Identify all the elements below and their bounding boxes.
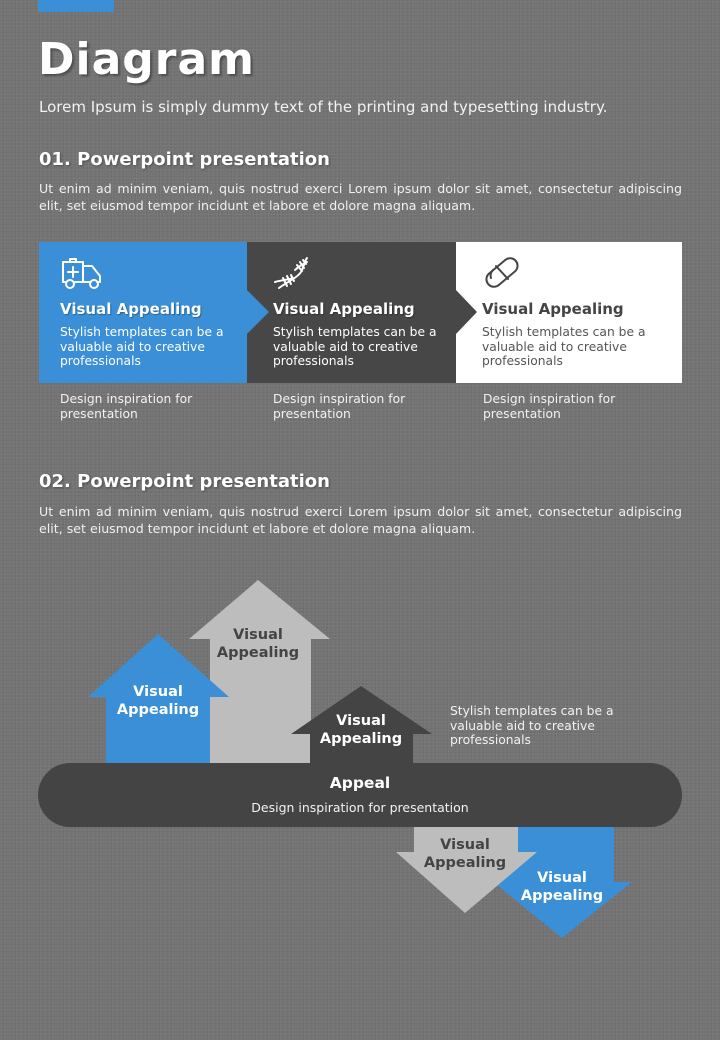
- process-box-3-title: Visual Appealing: [482, 300, 624, 318]
- process-box-1-title: Visual Appealing: [60, 300, 202, 318]
- process-box-1-description: Stylish templates can be a valuable aid to creative professionals: [60, 325, 224, 368]
- appeal-bar: [38, 763, 682, 827]
- up-arrow-3-line1: Visual: [336, 713, 386, 729]
- process-box-2-caption: Design inspiration for presentation: [273, 392, 406, 421]
- down-arrow-2-line2: Appealing: [520, 887, 604, 904]
- process-box-2-description: Stylish templates can be a valuable aid to creative professionals: [273, 325, 437, 368]
- section1-body: Ut enim ad minim veniam, quis nostrud exerci Lorem ipsum dolor sit amet, consectetur adipiscing elit, set eiusmod tempor incidunt et labore et dolore magna aliquam.: [39, 181, 682, 213]
- section2-body: Ut enim ad minim veniam, quis nostrud exerci Lorem ipsum dolor sit amet, consectetur adipiscing elit, set eiusmod tempor incidunt et labore et dolore magna aliquam.: [39, 504, 682, 536]
- page-subtitle: Lorem Ipsum is simply dummy text of the printing and typesetting industry.: [39, 98, 608, 116]
- process-box-3: [456, 242, 682, 383]
- down-arrow-1-line2: Appealing: [423, 854, 507, 871]
- process-box-2: [247, 242, 477, 383]
- process-box-2-title: Visual Appealing: [273, 300, 415, 318]
- appeal-title: Appeal: [329, 774, 391, 792]
- down-arrow-2-line1: Visual: [537, 870, 587, 886]
- up-arrow-2-line2: Appealing: [216, 644, 300, 661]
- down-arrow-2-label: [502, 870, 622, 905]
- section2-title: 02. Powerpoint presentation: [39, 471, 330, 492]
- process-box-1-caption: Design inspiration for presentation: [60, 392, 193, 421]
- dna-icon: [273, 256, 321, 292]
- appeal-subtitle: Design inspiration for presentation: [251, 800, 469, 815]
- up-arrow-3-line2: Appealing: [319, 730, 403, 747]
- process-boxes: [39, 242, 682, 421]
- up-arrow-1-label: [98, 684, 218, 719]
- pill-icon: [482, 256, 530, 292]
- down-arrow-1-line1: Visual: [440, 837, 490, 853]
- ambulance-icon: [60, 256, 108, 292]
- top-accent-bar: [38, 0, 114, 12]
- section1-title: 01. Powerpoint presentation: [39, 149, 330, 170]
- up-arrow-1-line1: Visual: [133, 684, 183, 700]
- down-arrow-1-label: [405, 837, 525, 872]
- process-box-3-caption: Design inspiration for presentation: [483, 392, 616, 421]
- process-box-1: [39, 242, 269, 383]
- up-arrow-2-label: [198, 627, 318, 662]
- up-arrow-2-line1: Visual: [233, 627, 283, 643]
- side-description: Stylish templates can be a valuable aid to creative professionals: [450, 704, 614, 747]
- page-title: Diagram: [38, 34, 256, 85]
- up-arrow-1-line2: Appealing: [116, 701, 200, 718]
- up-arrow-3-label: [301, 713, 421, 748]
- process-box-3-description: Stylish templates can be a valuable aid to creative professionals: [482, 325, 646, 368]
